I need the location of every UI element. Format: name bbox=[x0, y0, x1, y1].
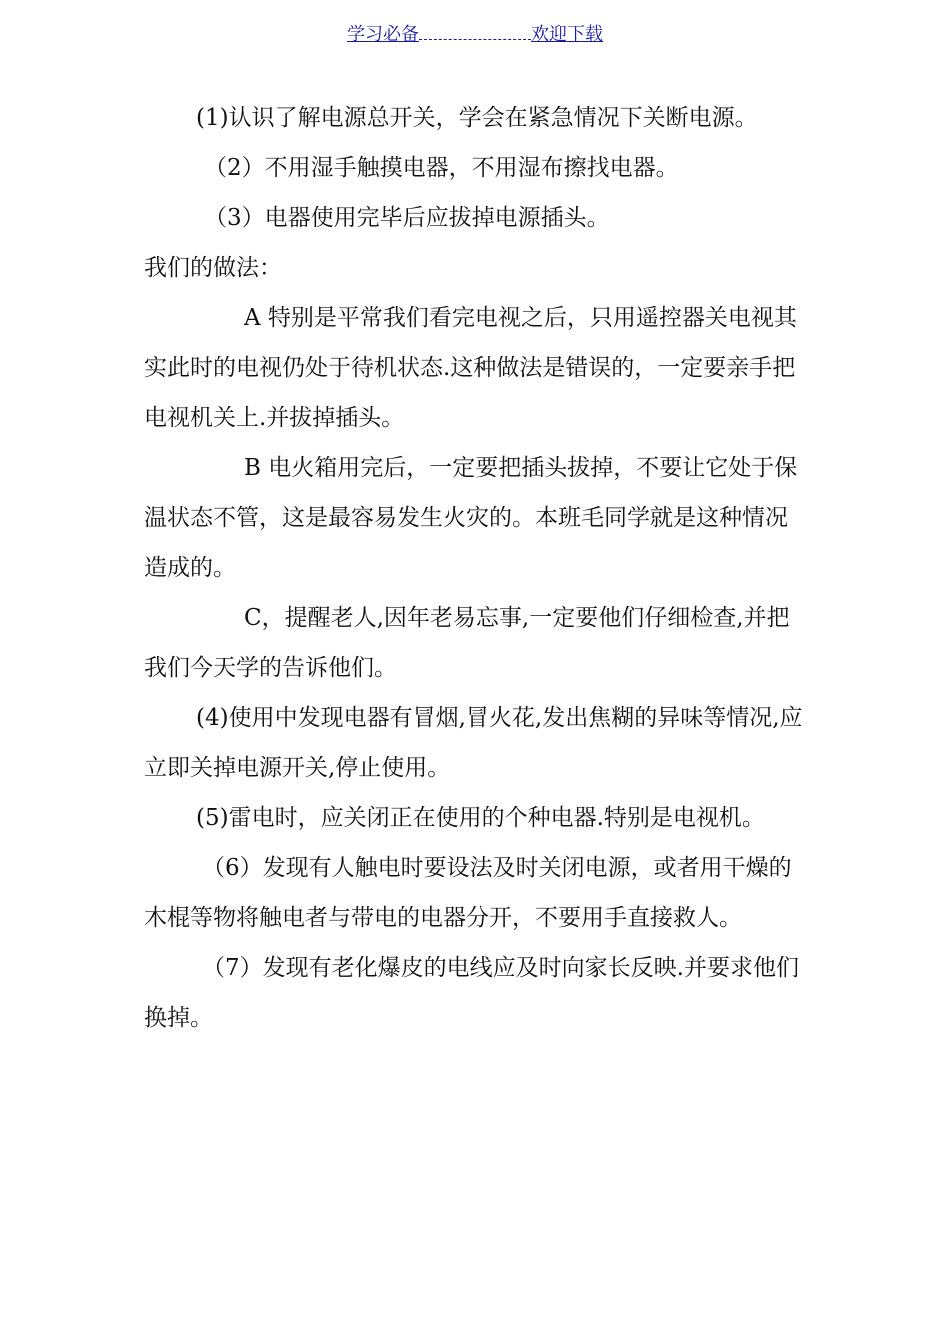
paragraph-7: （7）发现有老化爆皮的电线应及时向家长反映.并要求他们换掉。 bbox=[144, 955, 799, 1031]
paragraph-a: A 特别是平常我们看完电视之后，只用遥控器关电视其实此时的电视仍处于待机状态.这种做法是错误的，一定要亲手把电视机关上.并拔掉插头。 bbox=[144, 305, 797, 431]
paragraph-3: （3）电器使用完毕后应拔掉电源插头。 bbox=[204, 205, 610, 231]
header-underline-gap bbox=[419, 23, 531, 40]
paragraph-2: （2）不用湿手触摸电器，不用湿布擦找电器。 bbox=[204, 155, 679, 181]
page-header bbox=[0, 22, 950, 48]
paragraph-c: C，提醒老人,因年老易忘事,一定要他们仔细检查,并把我们今天学的告诉他们。 bbox=[144, 605, 790, 681]
paragraph-our-approach: 我们的做法： bbox=[144, 255, 282, 281]
paragraph-6: （6）发现有人触电时要设法及时关闭电源，或者用干燥的木棍等物将触电者与带电的电器分开，不要用手直接救人。 bbox=[144, 855, 792, 931]
paragraph-4: (4)使用中发现电器有冒烟,冒火花,发出焦糊的异味等情况,应立即关掉电源开关,停止使用。 bbox=[144, 705, 803, 781]
paragraph-b: B 电火箱用完后，一定要把插头拔掉，不要让它处于保温状态不管，这是最容易发生火灾的。本班毛同学就是这种情况造成的。 bbox=[144, 455, 798, 581]
document-body bbox=[144, 93, 808, 1043]
header-right-text: 欢迎下载 bbox=[531, 24, 603, 45]
header-left-text: 学习必备 bbox=[347, 24, 419, 45]
paragraph-1: (1)认识了解电源总开关，学会在紧急情况下关断电源。 bbox=[196, 105, 758, 131]
paragraph-5: (5)雷电时，应关闭正在使用的个种电器.特别是电视机。 bbox=[196, 805, 765, 831]
